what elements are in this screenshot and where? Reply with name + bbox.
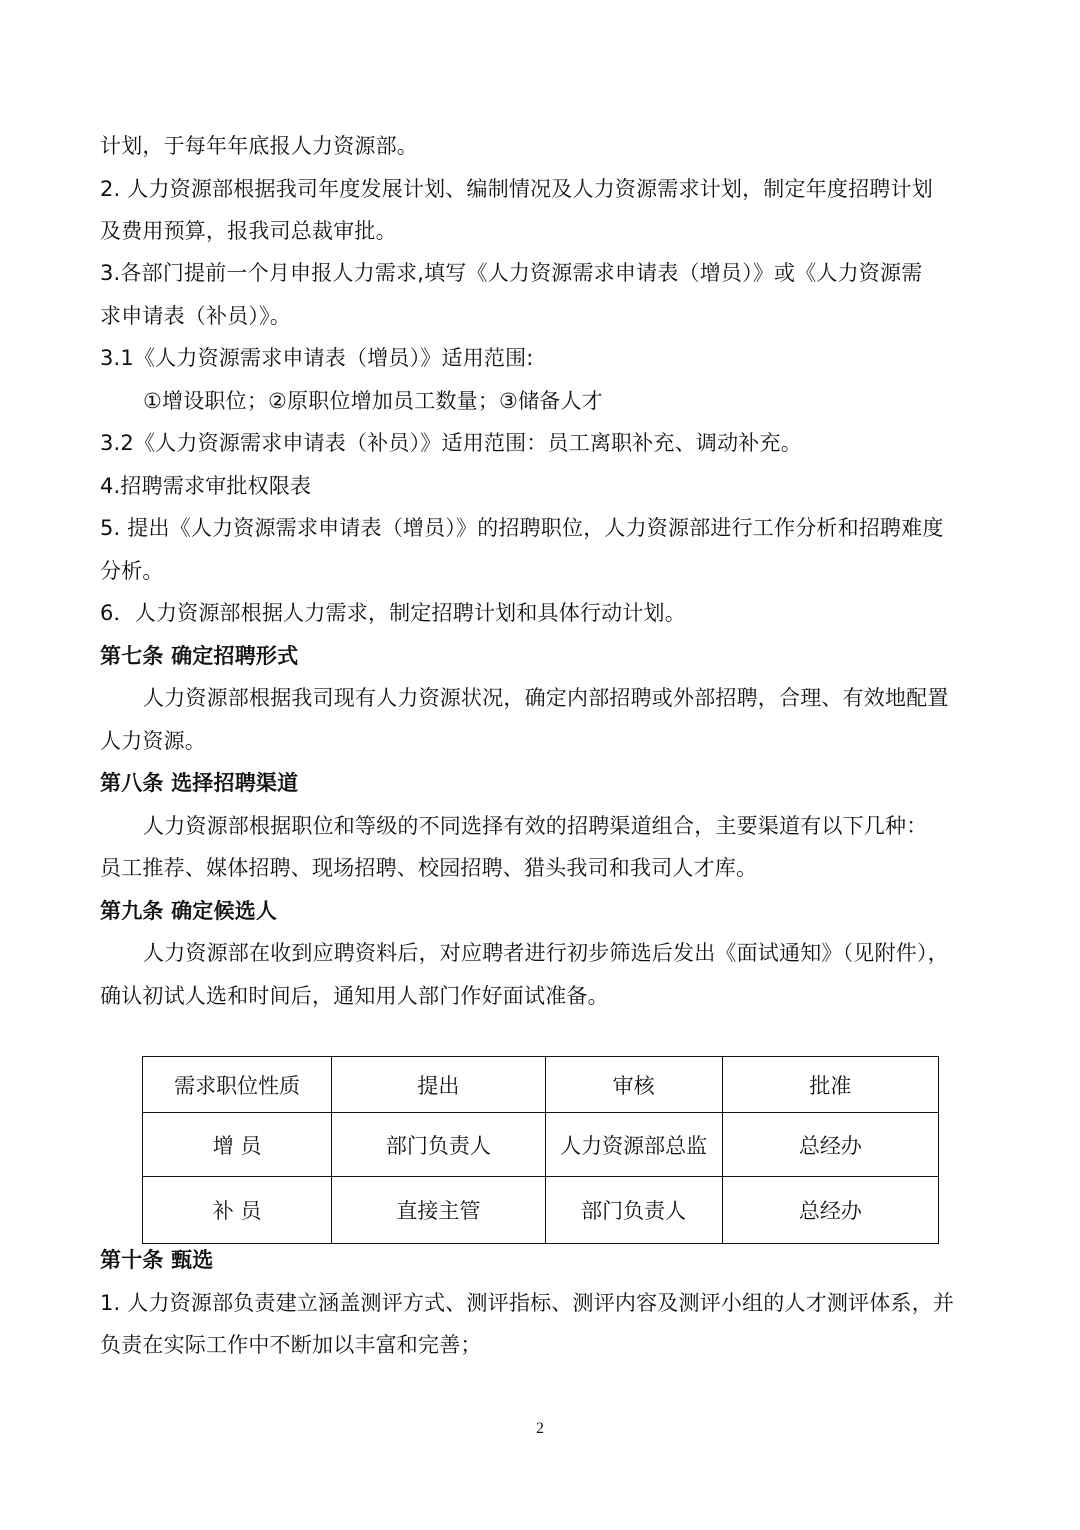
section-heading: 第九条 确定候选人 [100, 899, 278, 923]
table-header-cell: 提出 [332, 1057, 545, 1113]
table-cell: 总经办 [722, 1177, 938, 1244]
section-heading: 第七条 确定招聘形式 [100, 644, 299, 668]
paragraph-line: 5. 提出《人力资源需求申请表（增员）》的招聘职位，人力资源部进行工作分析和招聘难度 [100, 516, 944, 540]
paragraph-line: 负责在实际工作中不断加以丰富和完善； [100, 1333, 482, 1357]
paragraph-line: 2. 人力资源部根据我司年度发展计划、编制情况及人力资源需求计划，制定年度招聘计划 [100, 177, 933, 201]
paragraph-line: 及费用预算，报我司总裁审批。 [100, 219, 397, 243]
approval-authority-table [142, 1056, 939, 1244]
paragraph-line: 3.各部门提前一个月申报人力需求,填写《人力资源需求申请表（增员）》或《人力资源需 [100, 261, 923, 285]
paragraph-line: 1. 人力资源部负责建立涵盖测评方式、测评指标、测评内容及测评小组的人才测评体系，并 [100, 1291, 955, 1315]
paragraph-line: 人力资源部根据我司现有人力资源状况，确定内部招聘或外部招聘，合理、有效地配置 [143, 686, 949, 710]
paragraph-line: 人力资源。 [100, 729, 206, 753]
paragraph-line: 员工推荐、媒体招聘、现场招聘、校园招聘、猎头我司和我司人才库。 [100, 856, 758, 880]
table-row [143, 1113, 939, 1177]
section-heading: 第十条 甄选 [100, 1248, 214, 1272]
table-header-cell: 需求职位性质 [143, 1057, 332, 1113]
table-header-row [143, 1057, 939, 1113]
table-row [143, 1177, 939, 1244]
paragraph-line: 人力资源部在收到应聘资料后，对应聘者进行初步筛选后发出《面试通知》（见附件）， [143, 941, 949, 965]
section-heading: 第八条 选择招聘渠道 [100, 771, 299, 795]
paragraph-line: 确认初试人选和时间后，通知用人部门作好面试准备。 [100, 984, 609, 1008]
paragraph-line: 求申请表（补员）》。 [100, 304, 291, 328]
table-cell: 部门负责人 [545, 1177, 722, 1244]
table-header-cell: 审核 [545, 1057, 722, 1113]
table-cell: 直接主管 [332, 1177, 545, 1244]
paragraph-line: 6．人力资源部根据人力需求，制定招聘计划和具体行动计划。 [100, 601, 686, 625]
paragraph-line: ①增设职位；②原职位增加员工数量；③储备人才 [143, 389, 603, 413]
table-cell: 增 员 [143, 1113, 332, 1177]
paragraph-line: 3.1《人力资源需求申请表（增员）》适用范围: [100, 346, 534, 370]
table-cell: 人力资源部总监 [545, 1113, 722, 1177]
table-cell: 部门负责人 [332, 1113, 545, 1177]
table-cell: 补 员 [143, 1177, 332, 1244]
table-cell: 总经办 [722, 1113, 938, 1177]
table-header-cell: 批准 [722, 1057, 938, 1113]
paragraph-line: 4.招聘需求审批权限表 [100, 474, 312, 498]
paragraph-line: 人力资源部根据职位和等级的不同选择有效的招聘渠道组合，主要渠道有以下几种： [143, 814, 928, 838]
paragraph-line: 3.2《人力资源需求申请表（补员）》适用范围：员工离职补充、调动补充。 [100, 431, 802, 455]
paragraph-line: 分析。 [100, 559, 164, 583]
page-number: 2 [536, 1420, 544, 1437]
paragraph-line: 计划，于每年年底报人力资源部。 [100, 134, 418, 158]
